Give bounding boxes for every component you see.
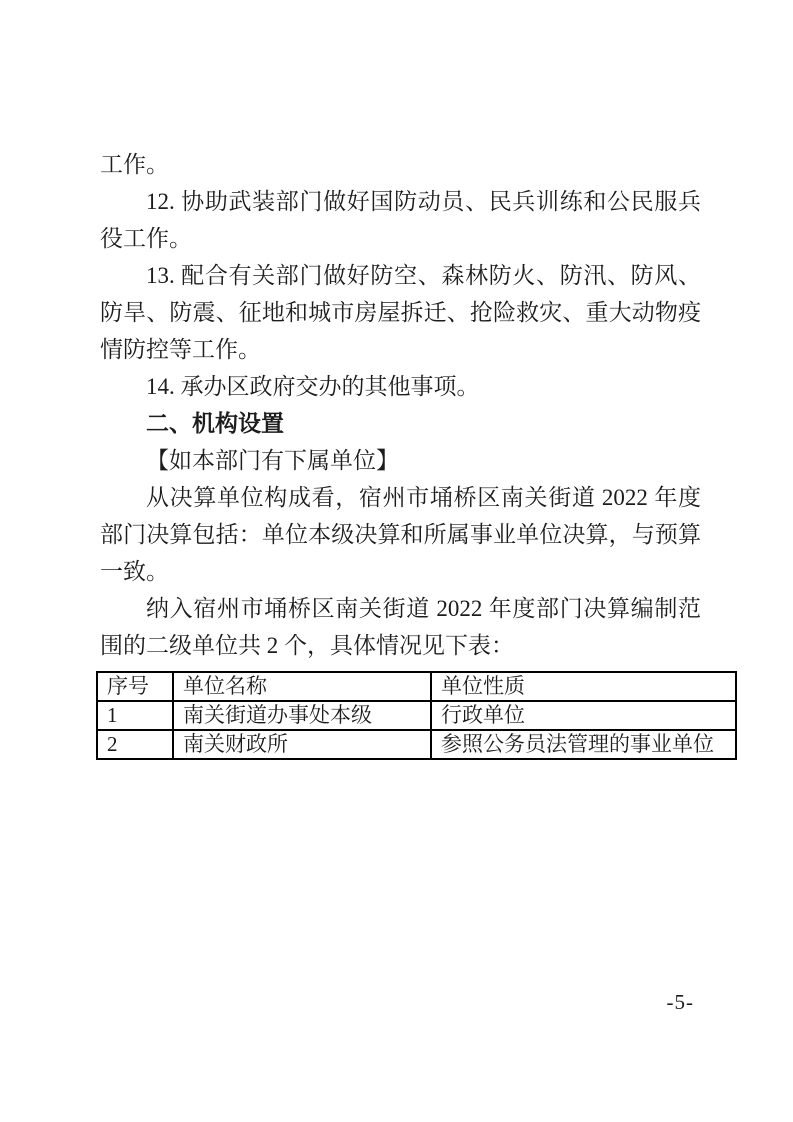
body-paragraph-composition: 从决算单位构成看，宿州市埇桥区南关街道 2022 年度部门决算包括：单位本级决算和所属事业单位决算，与预算一致。 [100,485,701,584]
units-table-cell-name: 南关财政所 [173,730,431,759]
section-heading-organization-setup: 二、机构设置 [146,410,284,436]
table-row [97,701,736,730]
document-body [100,146,714,760]
units-table-cell-seq: 1 [97,701,173,730]
page-number: -5- [666,990,694,1014]
units-table-header-type: 单位性质 [431,672,736,701]
units-table [96,671,737,760]
units-table-cell-type: 参照公务员法管理的事业单位 [431,730,736,759]
units-table-cell-name: 南关街道办事处本级 [173,701,431,730]
paragraph-continuation: 工作。 [100,152,169,177]
bracket-note-subordinate-units: 【如本部门有下属单位】 [146,448,399,473]
duty-paragraph-13: 13. 配合有关部门做好防空、森林防火、防汛、防风、防旱、防震、征地和城市房屋拆迁、抢险救灾、重大动物疫情防控等工作。 [100,263,701,362]
duty-paragraph-12: 12. 协助武装部门做好国防动员、民兵训练和公民服兵役工作。 [100,189,701,251]
units-table-header-seq: 序号 [97,672,173,701]
units-table-header-row [97,672,736,701]
units-table-header-name: 单位名称 [173,672,431,701]
duty-paragraph-14: 14. 承办区政府交办的其他事项。 [146,374,480,399]
units-table-cell-seq: 2 [97,730,173,759]
units-table-cell-type: 行政单位 [431,701,736,730]
body-paragraph-scope: 纳入宿州市埇桥区南关街道 2022 年度部门决算编制范围的二级单位共 2 个，具体情况见下表： [100,596,701,658]
table-row [97,730,736,759]
